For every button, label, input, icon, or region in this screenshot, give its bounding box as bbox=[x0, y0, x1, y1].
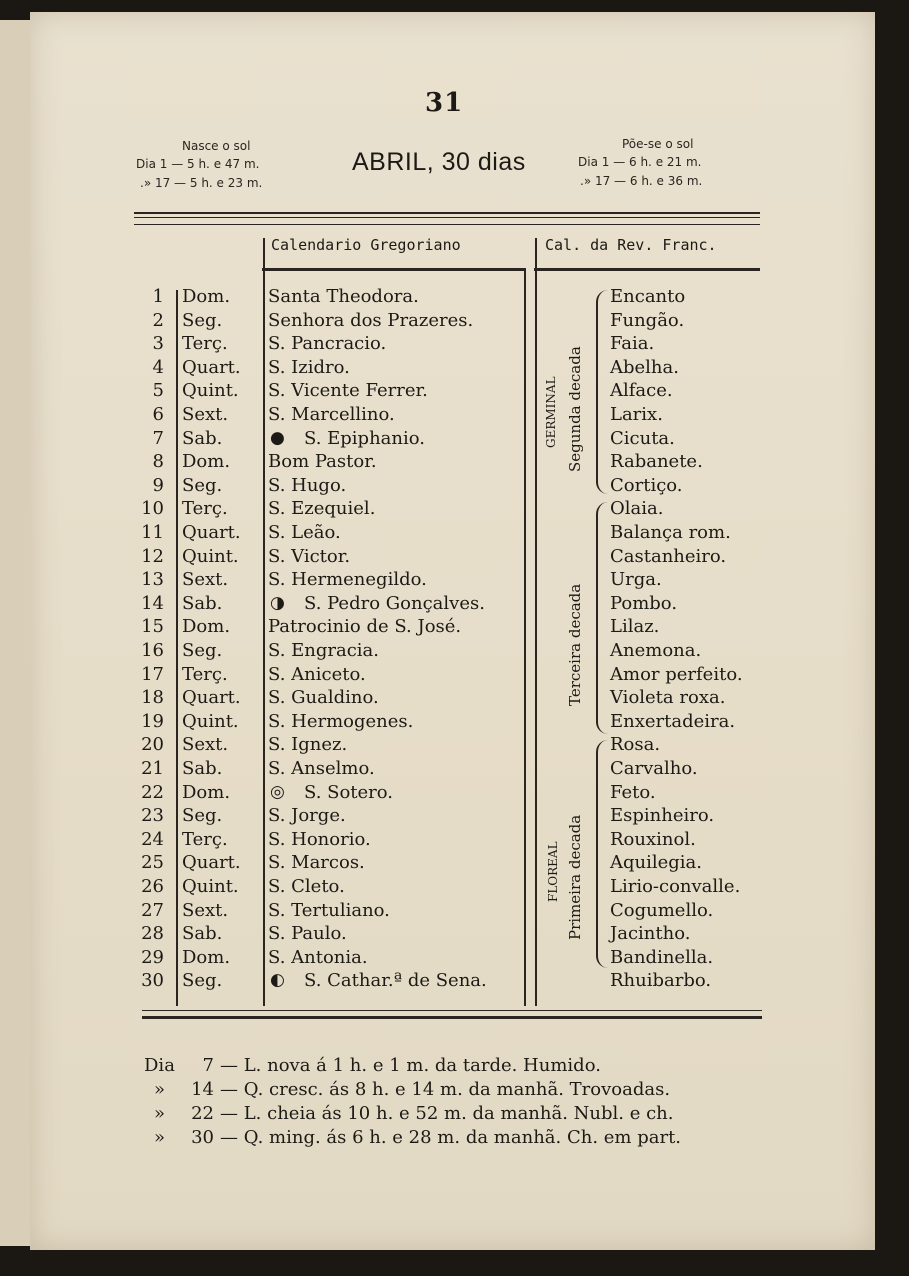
day-number: 22 bbox=[141, 781, 164, 803]
day-number: 28 bbox=[141, 923, 164, 945]
weekday: Quart. bbox=[182, 852, 241, 874]
saint-name: S. Leão. bbox=[268, 522, 341, 543]
day-number: 7 bbox=[152, 427, 164, 449]
day-number: 14 bbox=[141, 592, 164, 614]
revolutionary-name: Fungão. bbox=[610, 309, 685, 331]
day-number: 12 bbox=[141, 545, 164, 567]
weekday: Quint. bbox=[182, 380, 239, 402]
day-number: 8 bbox=[152, 451, 164, 473]
revolutionary-name: Violeta roxa. bbox=[610, 687, 726, 709]
day-number: 16 bbox=[141, 640, 164, 661]
saint-name: S. Cleto. bbox=[268, 876, 345, 897]
saint-name: S. Cathar.ª de Sena. bbox=[304, 970, 487, 992]
revolutionary-name: Pombo. bbox=[610, 592, 678, 614]
saint-name: S. Victor. bbox=[268, 545, 351, 567]
weekday: Quint. bbox=[182, 545, 239, 567]
sunrise-line-1: Dia 1 — 5 h. e 47 m. bbox=[136, 157, 260, 171]
footer-rule-thick bbox=[142, 1016, 762, 1019]
phase-prefix: Dia bbox=[144, 1055, 175, 1076]
sunset-line-2: .» 17 — 6 h. e 36 m. bbox=[580, 174, 703, 188]
phase-day: 14 bbox=[191, 1079, 214, 1100]
day-number: 15 bbox=[141, 616, 164, 638]
revolutionary-name: Amor perfeito. bbox=[610, 663, 743, 685]
saint-name: S. Hugo. bbox=[268, 474, 347, 496]
page-number: 31 bbox=[425, 88, 464, 118]
weekday: Sext. bbox=[182, 734, 229, 756]
phase-text: — Q. cresc. ás 8 h. e 14 m. da manhã. Trovoadas. bbox=[220, 1079, 671, 1100]
weekday: Seg. bbox=[182, 640, 223, 661]
day-number: 10 bbox=[141, 498, 164, 520]
revolutionary-name: Lilaz. bbox=[610, 616, 660, 638]
day-number: 2 bbox=[152, 309, 164, 331]
terceira-decada-label: Terceira decada bbox=[566, 583, 584, 706]
sunset-title: Põe-se o sol bbox=[622, 137, 694, 151]
weekday: Sab. bbox=[182, 427, 223, 449]
weekday: Terç. bbox=[182, 663, 228, 685]
day-weekday-divider bbox=[176, 290, 178, 1006]
footer-rule-thin bbox=[142, 1010, 762, 1011]
revolutionary-name: Cortiço. bbox=[610, 474, 683, 496]
weekday: Quart. bbox=[182, 687, 241, 709]
revolutionary-name: Bandinella. bbox=[610, 946, 714, 968]
weekday: Dom. bbox=[182, 781, 231, 803]
revolutionary-name: Rhuibarbo. bbox=[610, 970, 712, 992]
saint-name: S. Sotero. bbox=[304, 781, 394, 803]
revolutionary-name: Larix. bbox=[610, 404, 663, 425]
weekday: Sab. bbox=[182, 923, 223, 945]
header-rule-top bbox=[134, 212, 760, 214]
weekday: Seg. bbox=[182, 970, 223, 992]
saint-name: S. Ignez. bbox=[268, 734, 348, 756]
saint-name: S. Jorge. bbox=[268, 805, 346, 827]
moon-phase-last-icon: ◐ bbox=[270, 970, 285, 991]
decade-brace-2 bbox=[596, 290, 608, 494]
weekday: Quart. bbox=[182, 356, 241, 378]
saint-name: S. Marcellino. bbox=[268, 404, 395, 425]
revolutionary-name: Abelha. bbox=[610, 356, 679, 378]
phase-day: 30 bbox=[191, 1127, 214, 1148]
saint-name: S. Hermenegildo. bbox=[268, 569, 427, 591]
revolutionary-name: Espinheiro. bbox=[610, 805, 715, 827]
weekday: Sext. bbox=[182, 404, 229, 425]
phase-text: — L. nova á 1 h. e 1 m. da tarde. Humido. bbox=[220, 1055, 601, 1076]
sunrise-title: Nasce o sol bbox=[182, 139, 251, 153]
weekday: Sab. bbox=[182, 758, 223, 779]
phase-prefix: » bbox=[154, 1103, 166, 1124]
header-rule-top-thin bbox=[134, 217, 760, 218]
rev-section-divider bbox=[535, 238, 537, 1006]
revolutionary-name: Cogumello. bbox=[610, 899, 714, 921]
revolutionary-name: Castanheiro. bbox=[610, 545, 727, 567]
revolutionary-name: Enxertadeira. bbox=[610, 710, 736, 732]
day-number: 13 bbox=[141, 569, 164, 591]
revolutionary-name: Balança rom. bbox=[610, 522, 731, 543]
weekday: Seg. bbox=[182, 474, 223, 496]
weekday: Quint. bbox=[182, 876, 239, 897]
weekday: Sext. bbox=[182, 899, 229, 921]
weekday: Sext. bbox=[182, 569, 229, 591]
day-number: 20 bbox=[141, 734, 164, 756]
decade-brace-1 bbox=[596, 740, 608, 968]
weekday: Quart. bbox=[182, 522, 241, 543]
saint-name: Santa Theodora. bbox=[268, 286, 419, 307]
day-number: 6 bbox=[152, 404, 164, 425]
revolutionary-name: Olaia. bbox=[610, 498, 664, 520]
saint-name: S. Aniceto. bbox=[268, 663, 366, 685]
weekday: Terç. bbox=[182, 498, 228, 520]
floreal-label: FLOREAL bbox=[546, 841, 560, 902]
revolutionary-name: Jacintho. bbox=[610, 923, 691, 945]
saint-name: S. Engracia. bbox=[268, 640, 380, 661]
day-number: 19 bbox=[141, 710, 164, 732]
gregorian-header: Calendario Gregoriano bbox=[271, 236, 461, 254]
sunset-line-1: Dia 1 — 6 h. e 21 m. bbox=[578, 155, 702, 169]
revolutionary-name: Aquilegia. bbox=[610, 852, 703, 874]
day-number: 4 bbox=[152, 356, 164, 378]
revolutionary-name: Alface. bbox=[610, 380, 673, 402]
previous-page-edge bbox=[0, 20, 30, 1246]
weekday: Dom. bbox=[182, 451, 231, 473]
saint-name: S. Epiphanio. bbox=[304, 427, 425, 449]
revolutionary-name: Rosa. bbox=[610, 734, 661, 756]
phase-day: 7 bbox=[202, 1055, 214, 1076]
revolutionary-name: Cicuta. bbox=[610, 427, 675, 449]
weekday: Dom. bbox=[182, 616, 231, 638]
saint-name: Bom Pastor. bbox=[268, 451, 377, 473]
saint-name: S. Vicente Ferrer. bbox=[268, 380, 428, 402]
day-number: 30 bbox=[141, 970, 164, 992]
saint-name: Patrocinio de S. José. bbox=[268, 616, 462, 638]
revolutionary-name: Anemona. bbox=[610, 640, 702, 661]
month-title: ABRIL, 30 dias bbox=[352, 148, 526, 176]
saint-name: S. Hermogenes. bbox=[268, 710, 414, 732]
sunrise-line-2: .» 17 — 5 h. e 23 m. bbox=[140, 176, 263, 190]
saint-name: S. Pedro Gonçalves. bbox=[304, 592, 485, 614]
saint-name: S. Anselmo. bbox=[268, 758, 375, 779]
day-number: 27 bbox=[141, 899, 164, 921]
weekday: Quint. bbox=[182, 710, 239, 732]
revolutionary-name: Rouxinol. bbox=[610, 828, 696, 850]
day-number: 1 bbox=[152, 286, 164, 307]
weekday: Terç. bbox=[182, 828, 228, 850]
day-number: 21 bbox=[141, 758, 164, 779]
revolutionary-name: Feto. bbox=[610, 781, 656, 803]
day-number: 23 bbox=[141, 805, 164, 827]
revolutionary-name: Urga. bbox=[610, 569, 662, 591]
day-number: 9 bbox=[152, 474, 164, 496]
weekday: Seg. bbox=[182, 805, 223, 827]
saint-name: S. Izidro. bbox=[268, 356, 350, 378]
weekday-saint-divider bbox=[263, 238, 265, 1006]
moon-phase-new-icon: ● bbox=[270, 427, 285, 448]
saint-name: S. Antonia. bbox=[268, 946, 368, 968]
germinal-label: GERMINAL bbox=[544, 376, 558, 448]
day-number: 25 bbox=[141, 852, 164, 874]
weekday: Seg. bbox=[182, 309, 223, 331]
day-number: 17 bbox=[141, 663, 164, 685]
saint-name: S. Pancracio. bbox=[268, 333, 387, 355]
revolutionary-name: Faia. bbox=[610, 333, 655, 355]
weekday: Sab. bbox=[182, 592, 223, 614]
phase-text: — L. cheia ás 10 h. e 52 m. da manhã. Nubl. e ch. bbox=[220, 1103, 674, 1124]
weekday: Terç. bbox=[182, 333, 228, 355]
saint-rev-divider bbox=[524, 268, 526, 1006]
day-number: 18 bbox=[141, 687, 164, 709]
day-number: 24 bbox=[141, 828, 164, 850]
saint-name: S. Marcos. bbox=[268, 852, 365, 874]
day-number: 29 bbox=[141, 946, 164, 968]
revolutionary-header-rule bbox=[534, 268, 760, 271]
saint-name: S. Tertuliano. bbox=[268, 899, 390, 921]
day-number: 3 bbox=[152, 333, 164, 355]
revolutionary-name: Carvalho. bbox=[610, 758, 698, 779]
day-number: 26 bbox=[141, 876, 164, 897]
revolutionary-name: Encanto bbox=[610, 286, 686, 307]
gregorian-header-rule bbox=[262, 268, 525, 271]
decade-brace-3 bbox=[596, 502, 608, 734]
saint-name: S. Ezequiel. bbox=[268, 498, 376, 520]
saint-name: S. Paulo. bbox=[268, 923, 347, 945]
phase-day: 22 bbox=[191, 1103, 214, 1124]
moon-phase-full-icon: ◎ bbox=[270, 781, 285, 802]
revolutionary-name: Lirio-convalle. bbox=[610, 876, 741, 897]
header-rule-thin bbox=[134, 224, 760, 225]
saint-name: S. Honorio. bbox=[268, 828, 371, 850]
saint-name: S. Gualdino. bbox=[268, 687, 379, 709]
phase-prefix: » bbox=[154, 1079, 166, 1100]
phase-text: — Q. ming. ás 6 h. e 28 m. da manhã. Ch. em part. bbox=[220, 1127, 682, 1148]
saint-name: Senhora dos Prazeres. bbox=[268, 309, 474, 331]
primeira-decada-label: Primeira decada bbox=[566, 814, 584, 940]
day-number: 11 bbox=[141, 522, 164, 543]
moon-phase-first-icon: ◑ bbox=[270, 592, 285, 613]
revolutionary-header: Cal. da Rev. Franc. bbox=[545, 236, 717, 254]
revolutionary-name: Rabanete. bbox=[610, 451, 703, 473]
weekday: Dom. bbox=[182, 946, 231, 968]
phase-prefix: » bbox=[154, 1127, 166, 1148]
day-number: 5 bbox=[152, 380, 164, 402]
weekday: Dom. bbox=[182, 286, 231, 307]
segunda-decada-label: Segunda decada bbox=[566, 346, 584, 472]
